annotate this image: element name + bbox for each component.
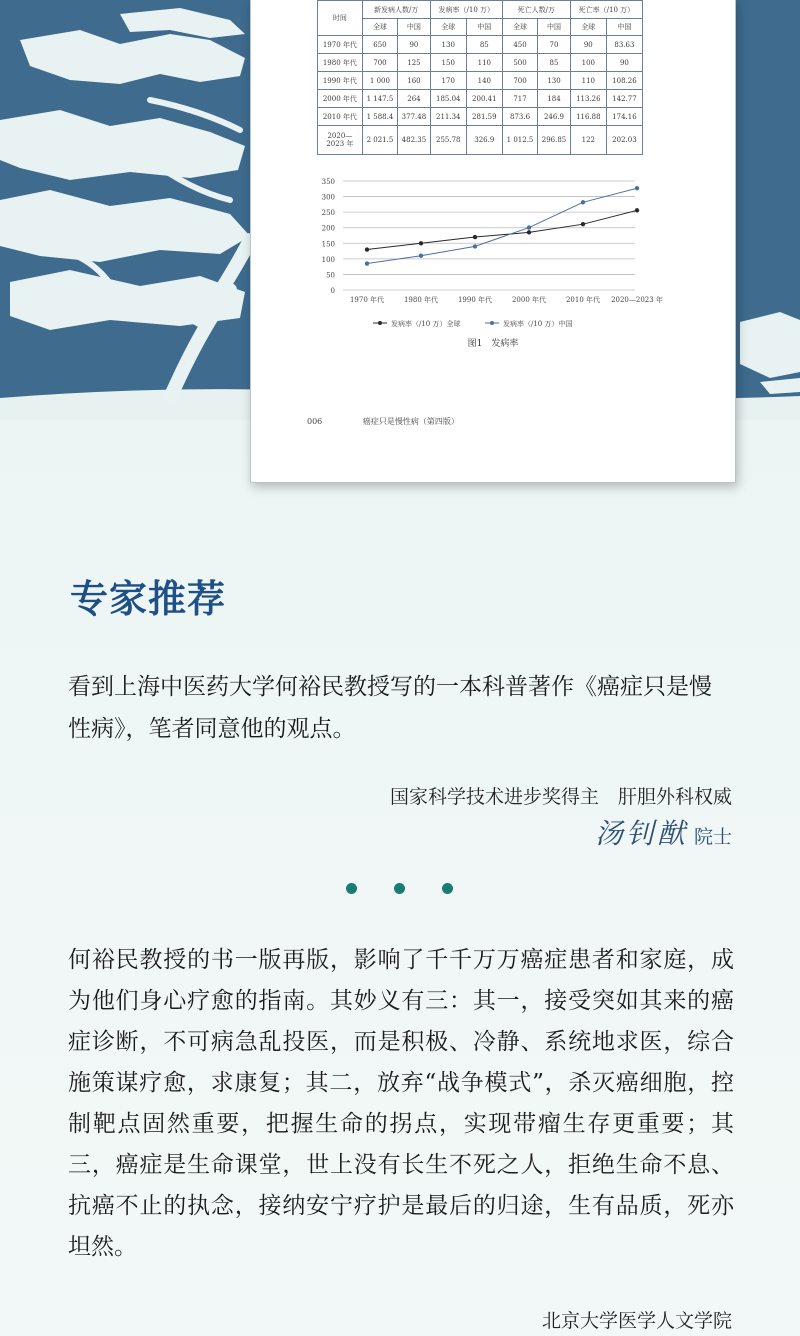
data-point — [635, 186, 639, 190]
y-tick-label: 150 — [321, 240, 335, 249]
table-cell: 142.77 — [606, 90, 642, 108]
table-row — [318, 108, 643, 126]
table-cell: 700 — [362, 54, 397, 72]
table-header-group: 发病率（/10 万） — [430, 1, 502, 19]
table-cell: 140 — [466, 72, 502, 90]
table-cell: 100 — [570, 54, 606, 72]
data-point — [473, 235, 477, 239]
table-cell: 650 — [362, 36, 397, 54]
table-row — [318, 90, 643, 108]
table-cell: 2 021.5 — [362, 126, 397, 155]
table-subheader: 全球 — [502, 19, 537, 36]
table-cell: 116.88 — [570, 108, 606, 126]
table-subheader: 中国 — [398, 19, 431, 36]
table-cell: 130 — [538, 72, 571, 90]
table-cell: 85 — [538, 54, 571, 72]
table-row-label: 1980 年代 — [318, 54, 363, 72]
table-header-time: 时间 — [318, 1, 363, 36]
data-point — [419, 241, 423, 245]
table-cell: 700 — [502, 72, 537, 90]
table-cell: 1 000 — [362, 72, 397, 90]
table-cell: 83.63 — [606, 36, 642, 54]
divider-dot — [346, 883, 357, 894]
table-header-row — [318, 1, 643, 19]
x-tick-label: 1970 年代 — [349, 296, 385, 304]
table-cell: 1 588.4 — [362, 108, 397, 126]
data-point — [365, 261, 369, 265]
legend-label: 发病率（/10 万）全球 — [391, 320, 461, 328]
table-cell: 246.9 — [538, 108, 571, 126]
page-footer — [307, 416, 459, 427]
section-title: 专家推荐 — [70, 576, 227, 621]
table-subheader: 中国 — [538, 19, 571, 36]
table-cell: 185.04 — [430, 90, 466, 108]
recommender-affiliation: 国家科学技术进步奖得主 肝胆外科权威 — [389, 786, 732, 808]
legend-marker — [490, 321, 494, 325]
recommendation-text: 何裕民教授的书一版再版，影响了千千万万癌症患者和家庭，成为他们身心疗愈的指南。其妙义有三：其一，接受突如其来的癌症诊断，不可病急乱投医，而是积极、冷静、系统地求医，综合施策谋疗愈，求康复；其二，放弃“战争模式”，杀灭癌细胞，控制靶点固然重要，把握生命的拐点，实现带瘤生存更重要；其三，癌症是生命课堂，世上没有长生不死之人，拒绝生命不息、抗癌不止的执念，接纳安宁疗护是最后的归途，生有品质，死亦坦然。 — [68, 947, 734, 1260]
table-cell: 160 — [398, 72, 431, 90]
table-cell: 202.03 — [606, 126, 642, 155]
table-subheader: 中国 — [606, 19, 642, 36]
table-subheader: 中国 — [466, 19, 502, 36]
recommendation-text: 看到上海中医药大学何裕民教授写的一本科普著作《癌症只是慢性病》，笔者同意他的观点。 — [68, 674, 712, 742]
table-cell: 500 — [502, 54, 537, 72]
x-tick-label: 2020—2023 年 — [611, 296, 663, 304]
table-cell: 873.6 — [502, 108, 537, 126]
table-cell: 150 — [430, 54, 466, 72]
data-point — [419, 254, 423, 258]
table-row-label — [318, 126, 363, 155]
table-cell: 482.35 — [398, 126, 431, 155]
section-divider-dots — [340, 883, 460, 897]
data-point — [581, 200, 585, 204]
table-cell: 90 — [606, 54, 642, 72]
table-cell: 200.41 — [466, 90, 502, 108]
data-point — [527, 230, 531, 234]
table-row — [318, 126, 643, 155]
data-point — [581, 222, 585, 226]
table-cell: 122 — [570, 126, 606, 155]
x-tick-label: 1980 年代 — [403, 296, 439, 304]
data-point — [527, 225, 531, 229]
table-subheader-row — [318, 19, 643, 36]
table-cell: 130 — [430, 36, 466, 54]
x-tick-label: 2010 年代 — [565, 296, 601, 304]
table-cell: 281.59 — [466, 108, 502, 126]
table-cell: 125 — [398, 54, 431, 72]
x-tick-label: 1990 年代 — [457, 296, 493, 304]
divider-dot — [394, 883, 405, 894]
table-cell: 113.26 — [570, 90, 606, 108]
table-cell: 377.48 — [398, 108, 431, 126]
table-row — [318, 36, 643, 54]
table-cell: 170 — [430, 72, 466, 90]
table-cell: 90 — [570, 36, 606, 54]
table-cell: 70 — [538, 36, 571, 54]
recommender-signature-row — [595, 812, 732, 852]
page-number: 006 — [307, 417, 323, 426]
incidence-line-chart — [251, 170, 735, 332]
table-cell: 717 — [502, 90, 537, 108]
table-subheader: 全球 — [362, 19, 397, 36]
legend-label: 发病率（/10 万）中国 — [503, 320, 573, 328]
y-tick-label: 250 — [321, 209, 335, 218]
data-point — [473, 244, 477, 248]
table-cell: 110 — [466, 54, 502, 72]
y-tick-label: 0 — [330, 287, 335, 295]
legend-marker — [378, 321, 382, 325]
recommender-affiliation: 北京大学医学人文学院 — [541, 1310, 732, 1332]
table-cell: 450 — [502, 36, 537, 54]
table-row-label: 2010 年代 — [318, 108, 363, 126]
table-header-group: 死亡人数/万 — [502, 1, 570, 19]
running-title: 癌症只是慢性病（第四版） — [362, 417, 459, 426]
table-cell: 184 — [538, 90, 571, 108]
data-point — [635, 208, 639, 212]
table-cell: 326.9 — [466, 126, 502, 155]
figure-caption: 图1 发病率 — [467, 339, 519, 349]
cancer-statistics-table — [317, 0, 643, 155]
y-tick-label: 50 — [326, 271, 335, 280]
y-tick-label: 200 — [321, 224, 335, 233]
series-line — [367, 188, 637, 263]
table-row-label-line: 2023 年 — [326, 140, 354, 148]
table-cell: 1 147.5 — [362, 90, 397, 108]
data-point — [365, 247, 369, 251]
table-header-group: 死亡率（/10 万） — [570, 1, 642, 19]
table-cell: 264 — [398, 90, 431, 108]
table-row-label: 2000 年代 — [318, 90, 363, 108]
table-header-group: 新发病人数/万 — [362, 1, 430, 19]
table-cell: 174.16 — [606, 108, 642, 126]
table-cell: 85 — [466, 36, 502, 54]
divider-dot — [442, 883, 453, 894]
table-row-label-line: 2020— — [327, 132, 353, 140]
table-cell: 211.34 — [430, 108, 466, 126]
table-cell: 110 — [570, 72, 606, 90]
table-subheader: 全球 — [430, 19, 466, 36]
table-cell: 255.78 — [430, 126, 466, 155]
table-row — [318, 54, 643, 72]
table-cell: 296.85 — [538, 126, 571, 155]
table-row-label: 1990 年代 — [318, 72, 363, 90]
book-page-image — [250, 0, 736, 483]
y-tick-label: 350 — [321, 178, 335, 186]
y-tick-label: 100 — [321, 255, 335, 264]
table-row — [318, 72, 643, 90]
table-body — [318, 36, 643, 155]
table-cell: 90 — [398, 36, 431, 54]
table-row-label: 1970 年代 — [318, 36, 363, 54]
table-subheader: 全球 — [570, 19, 606, 36]
y-tick-label: 300 — [321, 193, 335, 202]
x-tick-label: 2000 年代 — [511, 296, 547, 304]
table-cell: 108.26 — [606, 72, 642, 90]
recommender-title: 院士 — [693, 826, 732, 848]
table-cell: 1 012.5 — [502, 126, 537, 155]
recommender-signature: 汤钊猷 — [594, 817, 688, 850]
